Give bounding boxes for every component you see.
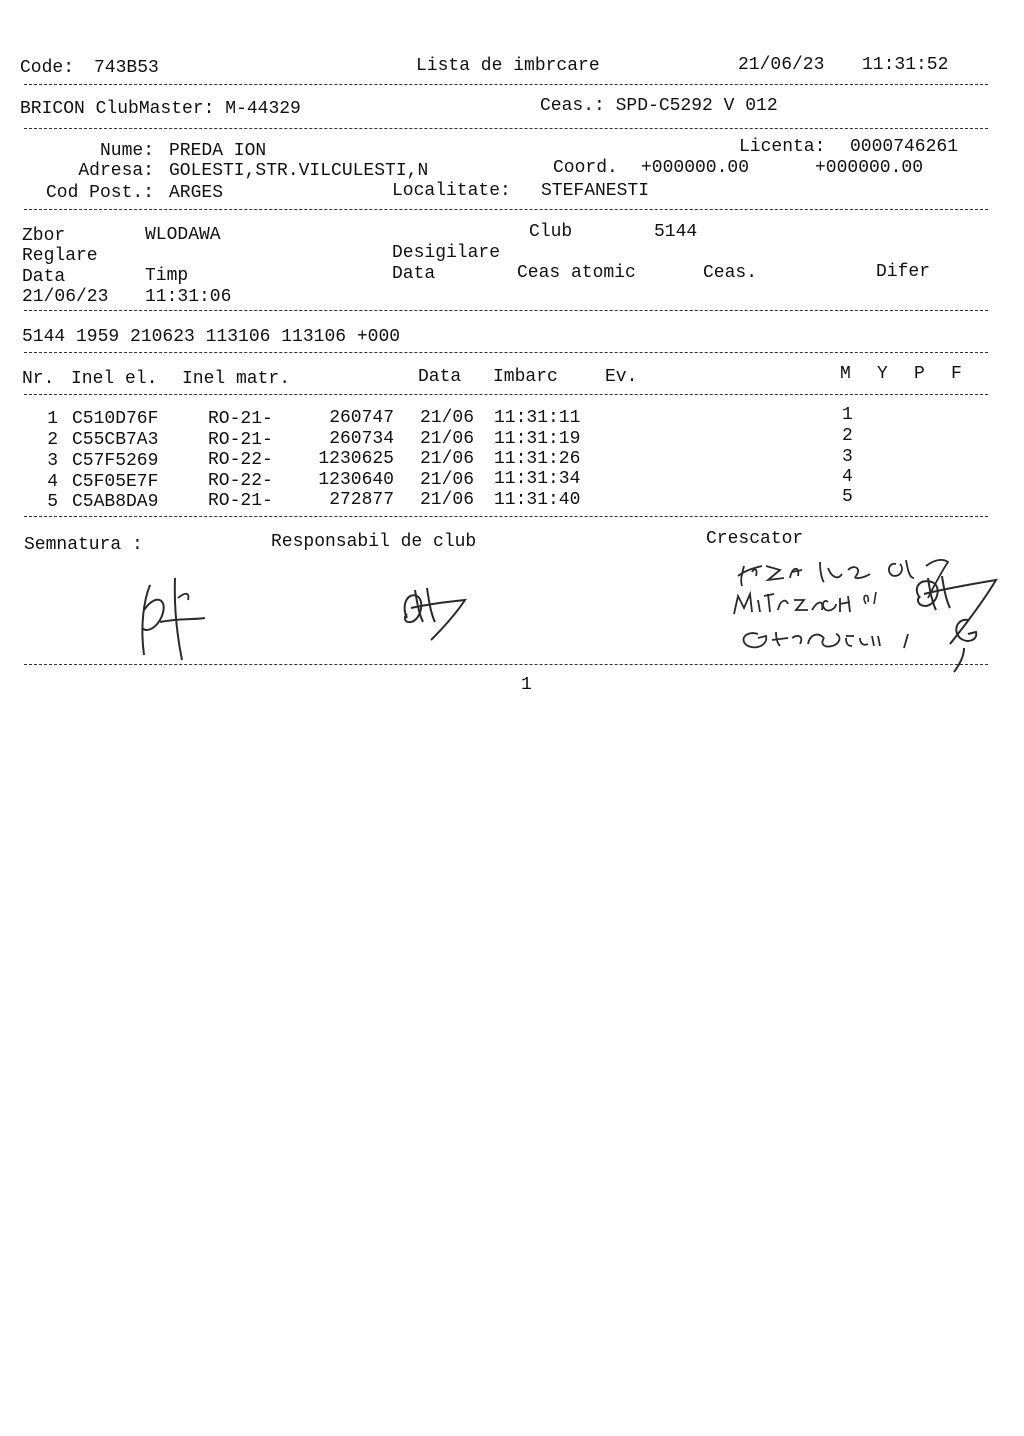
row-ring-prefix: RO-21-: [208, 491, 273, 511]
fancier-name: PREDA ION: [169, 141, 267, 161]
col-p: P: [914, 364, 925, 384]
desigilare-label: Desigilare: [392, 243, 501, 263]
name-label: Nume:: [99, 141, 154, 161]
coord-label: Coord.: [553, 158, 618, 178]
license-value: 0000746261: [850, 137, 959, 157]
zbor-label: Zbor: [22, 226, 66, 246]
separator-line: [24, 128, 988, 129]
row-date: 21/06: [420, 470, 475, 490]
reglare-time: 11:31:06: [145, 287, 232, 307]
address-value: GOLESTI,STR.VILCULESTI,N: [169, 161, 429, 181]
row-time: 11:31:34: [494, 469, 581, 489]
row-time: 11:31:19: [494, 429, 581, 449]
row-chip: C5F05E7F: [72, 472, 159, 492]
row-nr: 3: [47, 451, 58, 471]
row-nr: 1: [47, 409, 58, 429]
col-m: M: [840, 364, 851, 384]
separator-line: [24, 394, 988, 395]
separator-line: [24, 352, 988, 353]
row-m: 5: [842, 487, 853, 507]
row-ring-prefix: RO-22-: [208, 450, 273, 470]
clubmaster-id: BRICON ClubMaster: M-44329: [20, 99, 301, 119]
col-data: Data: [418, 367, 462, 387]
page-number: 1: [521, 675, 532, 695]
row-chip: C57F5269: [72, 451, 159, 471]
row-m: 3: [842, 447, 853, 467]
row-nr: 5: [47, 492, 58, 512]
row-date: 21/06: [420, 408, 475, 428]
row-m: 2: [842, 426, 853, 446]
separator-line: [24, 209, 988, 210]
difer-label: Difer: [876, 262, 931, 282]
clock-id: Ceas.: SPD-C5292 V 012: [540, 96, 778, 116]
responsabil-label: Responsabil de club: [271, 532, 477, 552]
data-label: Data: [22, 267, 66, 287]
row-ring-number: 260734: [329, 429, 394, 449]
crescator-label: Crescator: [706, 529, 804, 549]
print-date: 21/06/23: [738, 55, 825, 75]
license-label: Licenta:: [739, 137, 826, 157]
row-chip: C510D76F: [72, 409, 159, 429]
print-time: 11:31:52: [862, 55, 949, 75]
ceas-label: Ceas.: [703, 263, 758, 283]
locality-label: Localitate:: [392, 181, 511, 201]
col-ev: Ev.: [605, 367, 638, 387]
signature-image: [728, 548, 1003, 678]
row-time: 11:31:26: [494, 449, 581, 469]
row-nr: 2: [47, 430, 58, 450]
col-f: F: [951, 364, 962, 384]
row-nr: 4: [47, 472, 58, 492]
code-value: 743B53: [94, 58, 159, 78]
row-time: 11:31:11: [494, 408, 581, 428]
coord-lon: +000000.00: [815, 158, 924, 178]
signature-image: [130, 570, 220, 665]
row-date: 21/06: [420, 449, 475, 469]
row-chip: C5AB8DA9: [72, 492, 159, 512]
row-date: 21/06: [420, 490, 475, 510]
zbor-value: WLODAWA: [145, 225, 221, 245]
row-m: 4: [842, 467, 853, 487]
club-label: Club: [529, 222, 573, 242]
reglare-date: 21/06/23: [22, 287, 109, 307]
postcode-label: Cod Post.:: [45, 183, 154, 203]
col-nr: Nr.: [22, 369, 55, 389]
row-chip: C55CB7A3: [72, 430, 159, 450]
row-ring-prefix: RO-21-: [208, 430, 273, 450]
row-ring-number: 1230640: [318, 470, 394, 490]
club-value: 5144: [654, 222, 698, 242]
ceas-atomic-label: Ceas atomic: [517, 263, 636, 283]
row-m: 1: [842, 405, 853, 425]
code-label: Code:: [20, 58, 75, 78]
desigilare-data-label: Data: [392, 264, 436, 284]
reglare-label: Reglare: [22, 246, 98, 266]
col-inel-el: Inel el.: [71, 369, 158, 389]
row-ring-number: 260747: [329, 408, 394, 428]
row-ring-number: 1230625: [318, 449, 394, 469]
separator-line: [24, 516, 988, 517]
separator-line: [24, 664, 988, 665]
separator-line: [24, 310, 988, 311]
flight-code-line: 5144 1959 210623 113106 113106 +000: [22, 327, 401, 347]
signature-image: [395, 578, 475, 648]
postcode-value: ARGES: [169, 183, 224, 203]
timp-label: Timp: [145, 266, 189, 286]
locality-value: STEFANESTI: [541, 181, 650, 201]
col-inel-matr: Inel matr.: [182, 369, 291, 389]
row-ring-prefix: RO-22-: [208, 471, 273, 491]
row-ring-number: 272877: [329, 490, 394, 510]
address-label: Adresa:: [78, 161, 154, 181]
separator-line: [24, 84, 988, 85]
document-title: Lista de imbrcare: [416, 56, 600, 76]
col-y: Y: [877, 364, 888, 384]
semnatura-label: Semnatura :: [24, 535, 143, 555]
coord-lat: +000000.00: [641, 158, 750, 178]
row-time: 11:31:40: [494, 490, 581, 510]
row-date: 21/06: [420, 429, 475, 449]
row-ring-prefix: RO-21-: [208, 409, 273, 429]
col-imbarc: Imbarc: [493, 367, 558, 387]
